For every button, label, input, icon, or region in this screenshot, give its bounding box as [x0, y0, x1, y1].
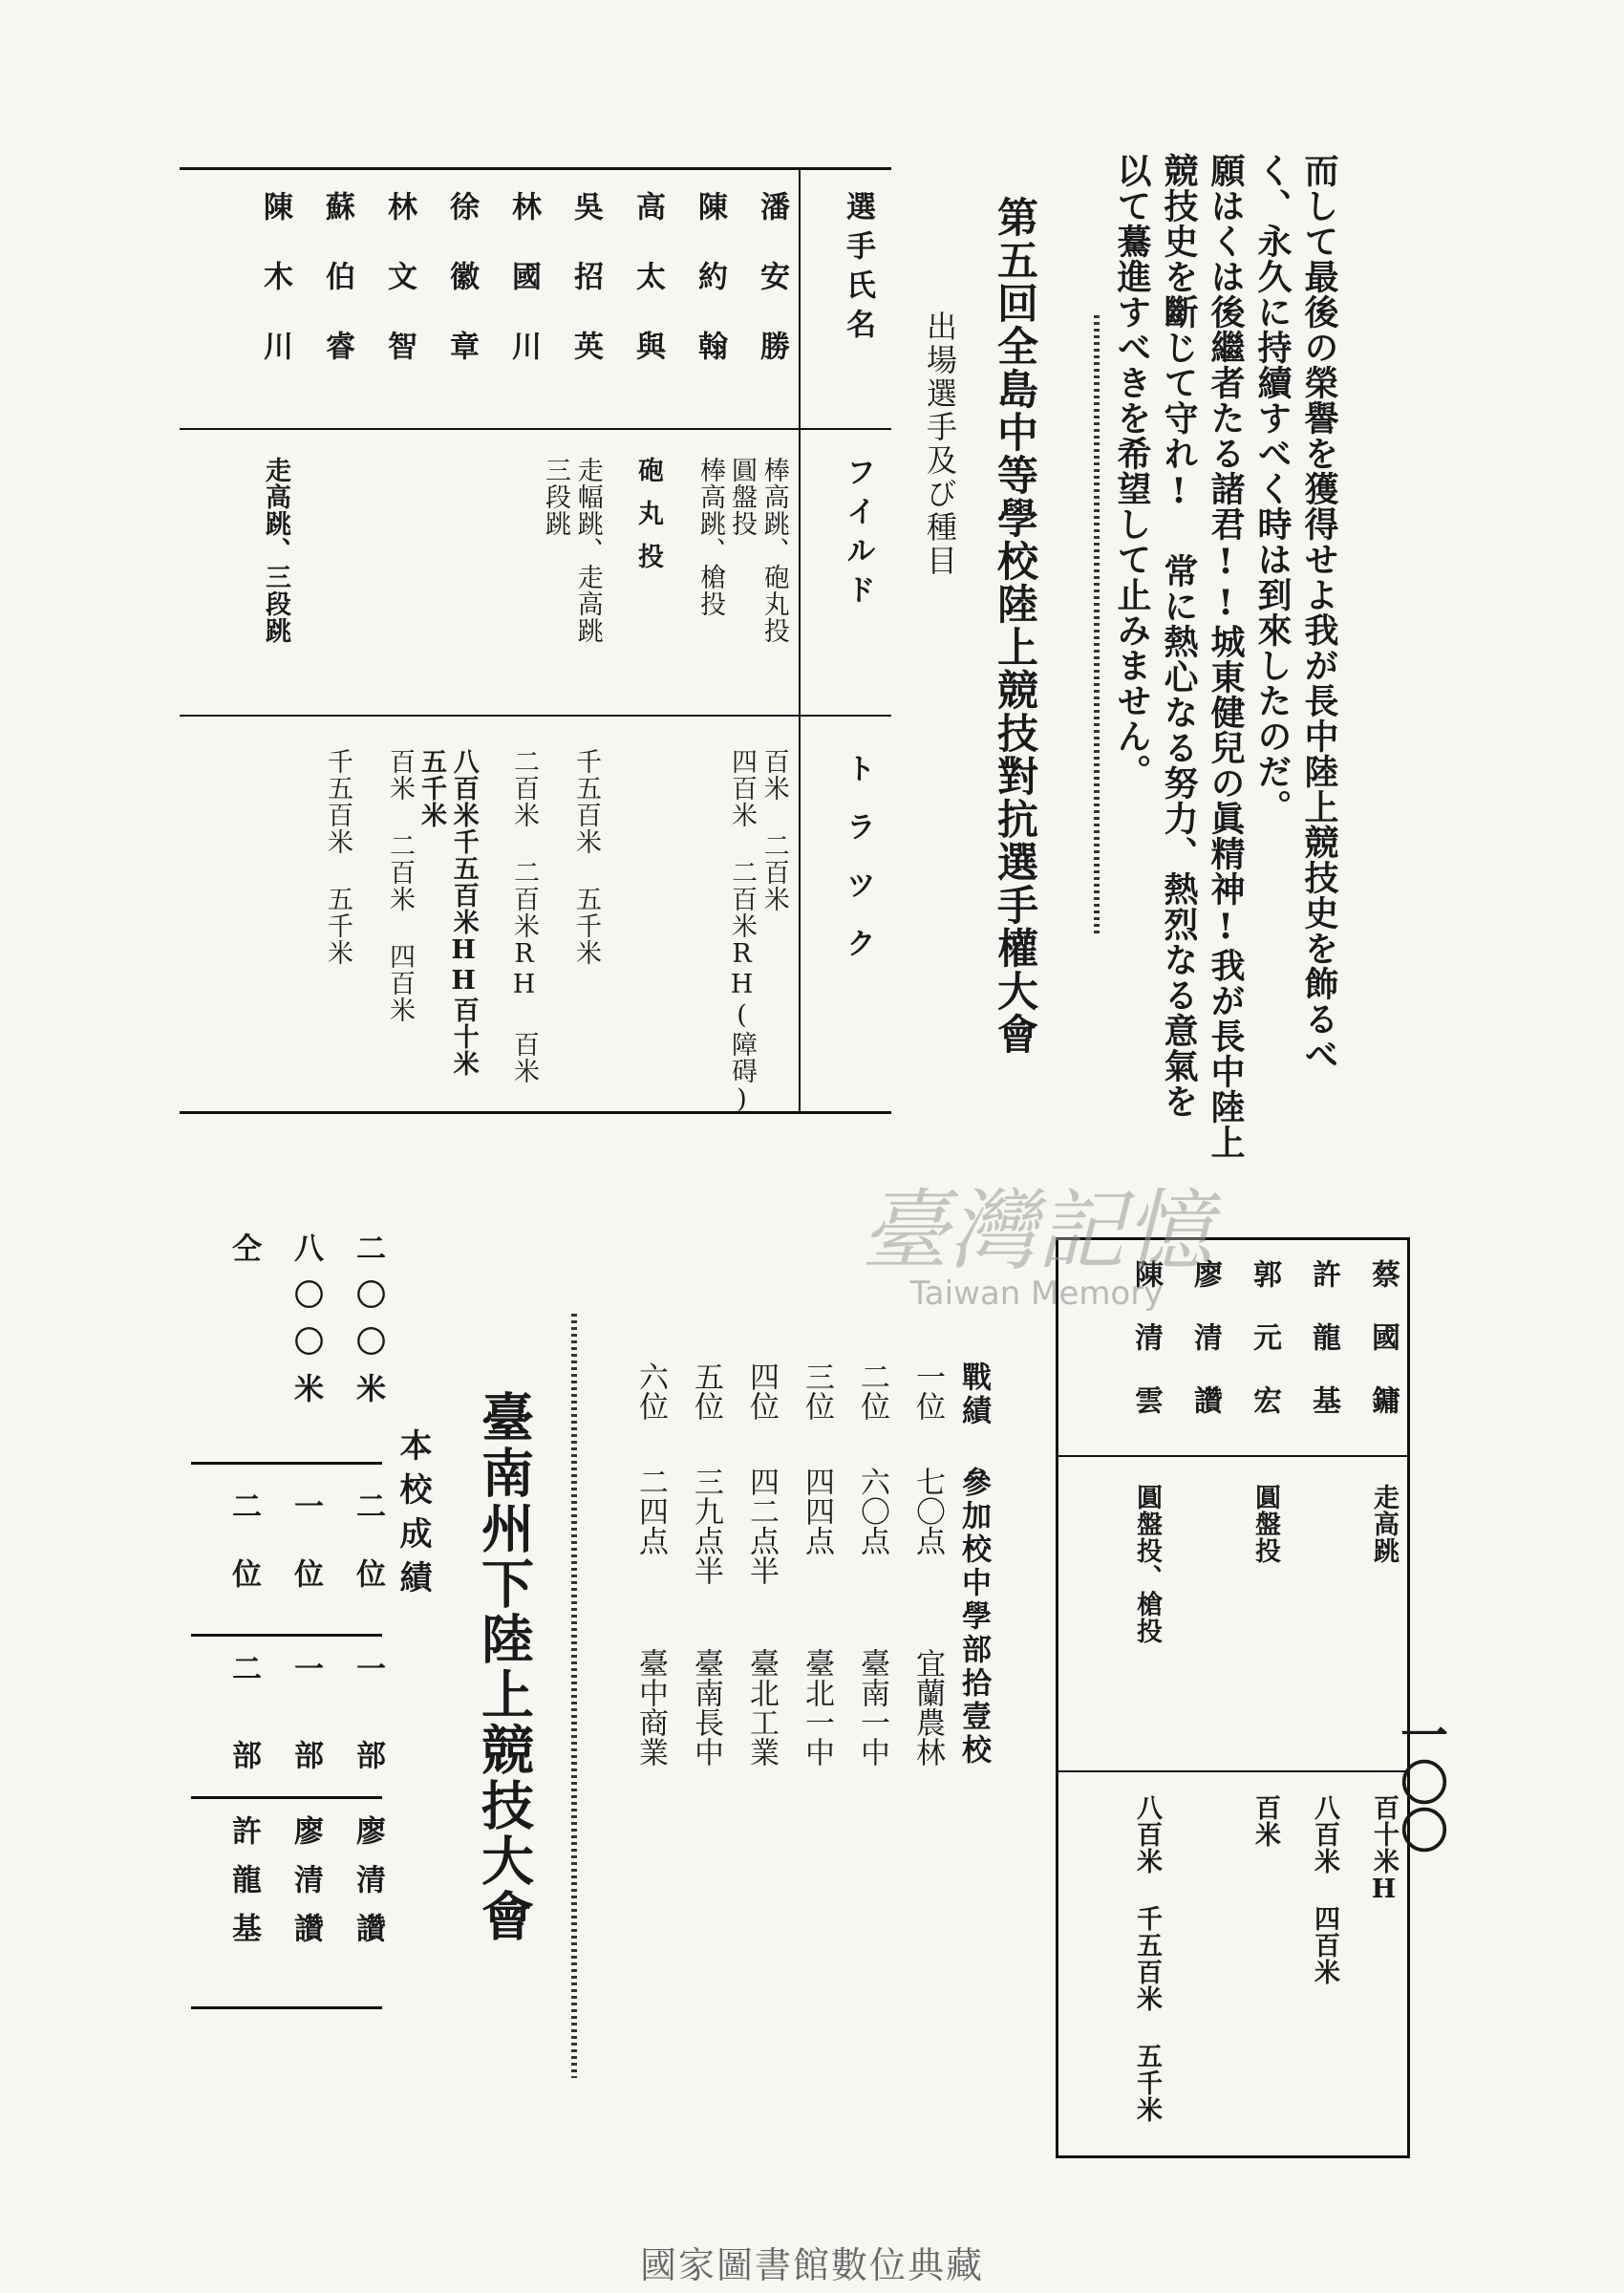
player-track: 八百米千五百米HH百十米 [448, 748, 479, 1077]
table-row [605, 170, 665, 1111]
table-row [1347, 1240, 1400, 2155]
header-name: 選手氏名 [841, 191, 875, 348]
watermark-subtitle: Taiwan Memory [909, 1275, 1164, 1313]
header-track: トラツク [841, 753, 875, 986]
page-number: 一〇〇 [1393, 1710, 1449, 1854]
player-track: 二百米 二百米RH 百米 [509, 748, 539, 1084]
intro-line: 而して最後の榮譽を獲得せよ我が長中陸上競技史を飾るべ [1299, 153, 1339, 1072]
table-row [294, 170, 352, 1111]
result-division: 一部 [351, 1653, 385, 1827]
table-row [1288, 1240, 1340, 2155]
player-name: 陳木川 [258, 191, 292, 400]
player-name: 潘安勝 [755, 191, 789, 400]
event-name: 八〇〇米 [288, 1232, 323, 1420]
table-row [417, 170, 479, 1111]
intro-paragraph [1108, 153, 1342, 1185]
table-row [356, 170, 417, 1111]
athlete-name: 許龍基 [226, 1815, 261, 1961]
table-divider [799, 170, 801, 1111]
player-track: 八百米 千五百米 五千米 [1132, 1794, 1162, 2123]
entries-table [180, 167, 891, 1114]
own-results-table [191, 1232, 385, 2025]
result-division: 二部 [226, 1653, 261, 1827]
player-name: 陳約翰 [693, 191, 727, 400]
player-name: 許龍基 [1307, 1259, 1340, 1448]
table-row [667, 170, 727, 1111]
player-track: 百米 [1250, 1794, 1280, 1848]
table-row [1169, 1240, 1222, 2155]
table-row [201, 1232, 261, 2025]
table-row [325, 1232, 385, 2025]
event-name: 二〇〇米 [351, 1232, 385, 1420]
result-school: 臺南長中 [689, 1648, 723, 1767]
results-header: 戰績 參加校中學部拾壹校 [956, 1361, 991, 1768]
player-name: 吳招英 [568, 191, 603, 400]
result-division: 一部 [288, 1653, 323, 1827]
player-track: 千五百米 五千米 [571, 748, 601, 966]
intro-line: 願はくは後繼者たる諸君!!城東健兒の眞精神!我が長中陸上 [1206, 153, 1246, 1160]
player-name: 蔡國鏞 [1366, 1259, 1400, 1448]
own-results-header: 本校成績 [394, 1428, 432, 1604]
player-name: 廖清讚 [1188, 1259, 1222, 1448]
athlete-name: 廖清讚 [351, 1815, 385, 1961]
table-row [263, 1232, 323, 2025]
player-name: 郭元宏 [1248, 1259, 1281, 1448]
player-name: 林文智 [382, 191, 417, 400]
result-school: 臺中商業 [633, 1648, 668, 1767]
player-name: 蘇伯睿 [320, 191, 354, 400]
event-name: 仝 [226, 1232, 261, 1262]
player-field: 走高跳、三段跳 [261, 457, 290, 644]
result-place: 六位 [633, 1361, 668, 1421]
player-field: 走幅跳、走高跳 [572, 457, 603, 644]
result-school: 臺北一中 [800, 1648, 834, 1767]
wavy-divider [571, 1314, 577, 2078]
player-name: 林國川 [506, 191, 541, 400]
result-points: 四四点 [800, 1467, 834, 1555]
player-track: 八百米 四百米 [1310, 1794, 1339, 1985]
player-field: 棒高跳、槍投 [695, 457, 725, 617]
player-field: 圓盤投 [727, 457, 757, 537]
intro-line: 以て驀進すべきを希望して止みません。 [1112, 153, 1152, 789]
player-track: 百十米H [1369, 1794, 1399, 1905]
table-row [481, 170, 541, 1111]
section-subtitle-entries: 出場選手及び種目 [922, 311, 958, 578]
result-points: 六〇点 [855, 1467, 889, 1555]
table-header-column [815, 170, 875, 1111]
player-field: 圓盤投、槍投 [1132, 1484, 1162, 1644]
player-name: 徐徽章 [444, 191, 479, 400]
table-row [1229, 1240, 1281, 2155]
wavy-divider [1094, 315, 1100, 936]
result-place: 四位 [744, 1361, 779, 1421]
result-points: 四二点半 [744, 1467, 779, 1585]
result-points: 二四点 [633, 1467, 668, 1555]
intro-line: く、永久に持續すべく時は到來したのだ。 [1252, 153, 1293, 825]
watermark-title: 臺灣記憶 [860, 1180, 1213, 1282]
result-points: 七〇点 [910, 1467, 945, 1555]
athlete-name: 廖清讚 [288, 1815, 323, 1961]
result-school: 臺北工業 [744, 1648, 779, 1767]
player-name: 陳清雲 [1129, 1259, 1163, 1448]
player-field: 砲丸投 [633, 457, 663, 586]
table-row [1110, 1240, 1163, 2155]
player-field: 三段跳 [541, 457, 570, 537]
player-track: 五千米 [417, 748, 446, 828]
player-track: 百米 二百米 四百米 [385, 748, 415, 1023]
result-place: 五位 [689, 1361, 723, 1421]
result-place: 二位 [855, 1361, 889, 1421]
result-place: 二位 [226, 1490, 261, 1626]
player-field: 圓盤投 [1250, 1484, 1280, 1564]
taiwan-memory-watermark [798, 1170, 1275, 1314]
result-school: 臺南一中 [855, 1648, 889, 1767]
result-place: 三位 [800, 1361, 834, 1421]
table-row [232, 170, 292, 1111]
player-field: 走高跳 [1369, 1484, 1399, 1564]
result-points: 三九点半 [689, 1467, 723, 1585]
result-place: 二位 [351, 1490, 385, 1626]
table-row [727, 170, 789, 1115]
library-footer: 國家圖書館數位典藏 [639, 2244, 984, 2286]
player-field: 棒高跳、砲丸投 [759, 457, 789, 644]
result-place: 一位 [288, 1490, 323, 1626]
header-field: フイルド [841, 457, 875, 613]
result-school: 宜蘭農林 [910, 1648, 945, 1767]
table-row [541, 170, 603, 1111]
intro-line: 競技史を斷じて守れ! 常に熱心なる努力、熱烈なる意氣を [1159, 153, 1199, 1119]
player-track: 千五百米 五千米 [323, 748, 353, 966]
player-track: 百米 二百米 [759, 748, 789, 912]
section-title-championship: 第五回全島中等學校陸上競技對抗選手權大會 [991, 196, 1038, 1056]
section-title-tainan: 臺南州下陸上競技大會 [473, 1390, 535, 1944]
entries-table-continued [1056, 1237, 1410, 2158]
player-track: 四百米 二百米RH(障碍) [727, 748, 757, 1115]
player-name: 高太與 [630, 191, 665, 400]
result-place: 一位 [910, 1361, 945, 1421]
